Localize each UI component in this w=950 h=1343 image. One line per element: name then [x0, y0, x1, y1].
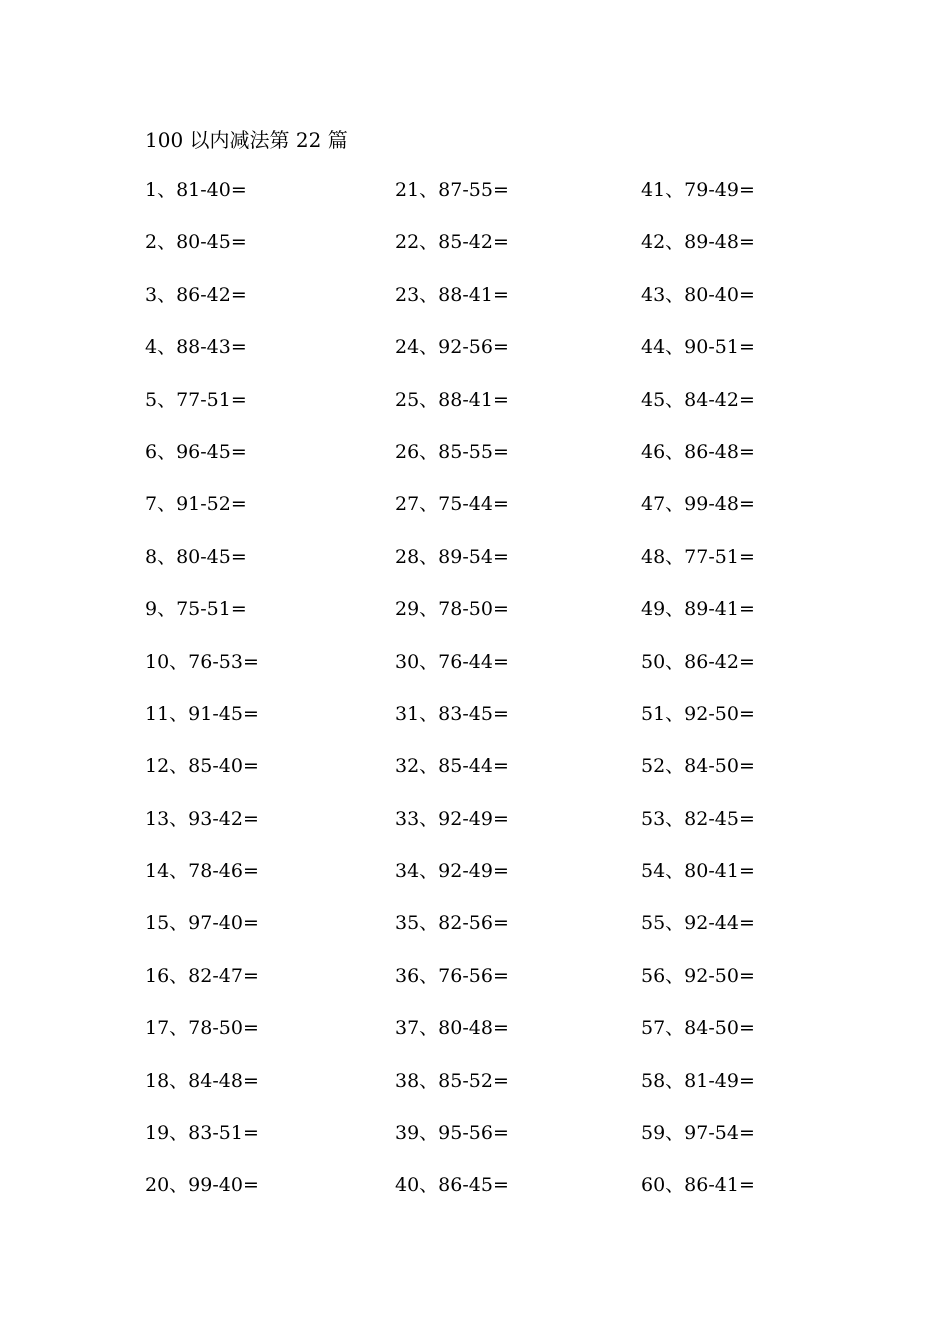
problem-44: 44、90-51=: [641, 336, 755, 359]
problem-14: 14、78-46=: [145, 860, 259, 883]
worksheet-title: 100 以内减法第 22 篇: [145, 128, 348, 152]
problem-48: 48、77-51=: [641, 545, 755, 568]
problem-22: 22、85-42=: [395, 231, 509, 254]
problem-43: 43、80-40=: [641, 283, 755, 306]
problem-27: 27、75-44=: [395, 493, 509, 516]
problem-37: 37、80-48=: [395, 1017, 509, 1040]
problem-column-1: [145, 176, 259, 1224]
problem-26: 26、85-55=: [395, 440, 509, 463]
problem-8: 8、80-45=: [145, 545, 247, 568]
problem-46: 46、86-48=: [641, 440, 755, 463]
problem-17: 17、78-50=: [145, 1017, 259, 1040]
problem-25: 25、88-41=: [395, 388, 509, 411]
problem-2: 2、80-45=: [145, 231, 247, 254]
problem-42: 42、89-48=: [641, 231, 755, 254]
problem-55: 55、92-44=: [641, 912, 755, 935]
problem-54: 54、80-41=: [641, 860, 755, 883]
problem-40: 40、86-45=: [395, 1174, 509, 1197]
problem-11: 11、91-45=: [145, 702, 259, 725]
problem-21: 21、87-55=: [395, 179, 509, 201]
problem-34: 34、92-49=: [395, 860, 509, 883]
problem-31: 31、83-45=: [395, 702, 509, 725]
problem-16: 16、82-47=: [145, 964, 259, 987]
problem-29: 29、78-50=: [395, 598, 509, 621]
problem-3: 3、86-42=: [145, 283, 247, 306]
problem-60: 60、86-41=: [641, 1174, 755, 1197]
problem-5: 5、77-51=: [145, 388, 247, 411]
problem-39: 39、95-56=: [395, 1122, 509, 1145]
problem-33: 33、92-49=: [395, 807, 509, 830]
problem-4: 4、88-43=: [145, 336, 247, 359]
problem-53: 53、82-45=: [641, 807, 755, 830]
problem-45: 45、84-42=: [641, 388, 755, 411]
problem-36: 36、76-56=: [395, 964, 509, 987]
problem-15: 15、97-40=: [145, 912, 259, 935]
problem-41: 41、79-49=: [641, 179, 755, 201]
problem-column-3: [641, 176, 755, 1224]
problem-30: 30、76-44=: [395, 650, 509, 673]
problem-20: 20、99-40=: [145, 1174, 259, 1197]
problem-13: 13、93-42=: [145, 807, 259, 830]
problem-18: 18、84-48=: [145, 1069, 259, 1092]
problem-51: 51、92-50=: [641, 702, 755, 725]
problem-1: 1、81-40=: [145, 179, 247, 201]
problem-58: 58、81-49=: [641, 1069, 755, 1092]
problem-56: 56、92-50=: [641, 964, 755, 987]
problem-49: 49、89-41=: [641, 598, 755, 621]
problem-50: 50、86-42=: [641, 650, 755, 673]
problem-35: 35、82-56=: [395, 912, 509, 935]
problem-19: 19、83-51=: [145, 1122, 259, 1145]
problem-9: 9、75-51=: [145, 598, 247, 621]
problem-57: 57、84-50=: [641, 1017, 755, 1040]
problem-10: 10、76-53=: [145, 650, 259, 673]
problem-6: 6、96-45=: [145, 440, 247, 463]
problem-28: 28、89-54=: [395, 545, 509, 568]
problem-23: 23、88-41=: [395, 283, 509, 306]
problem-column-2: [395, 176, 509, 1224]
problem-38: 38、85-52=: [395, 1069, 509, 1092]
problem-59: 59、97-54=: [641, 1122, 755, 1145]
problem-32: 32、85-44=: [395, 755, 509, 778]
problem-52: 52、84-50=: [641, 755, 755, 778]
problem-12: 12、85-40=: [145, 755, 259, 778]
problem-7: 7、91-52=: [145, 493, 247, 516]
problem-24: 24、92-56=: [395, 336, 509, 359]
problem-47: 47、99-48=: [641, 493, 755, 516]
